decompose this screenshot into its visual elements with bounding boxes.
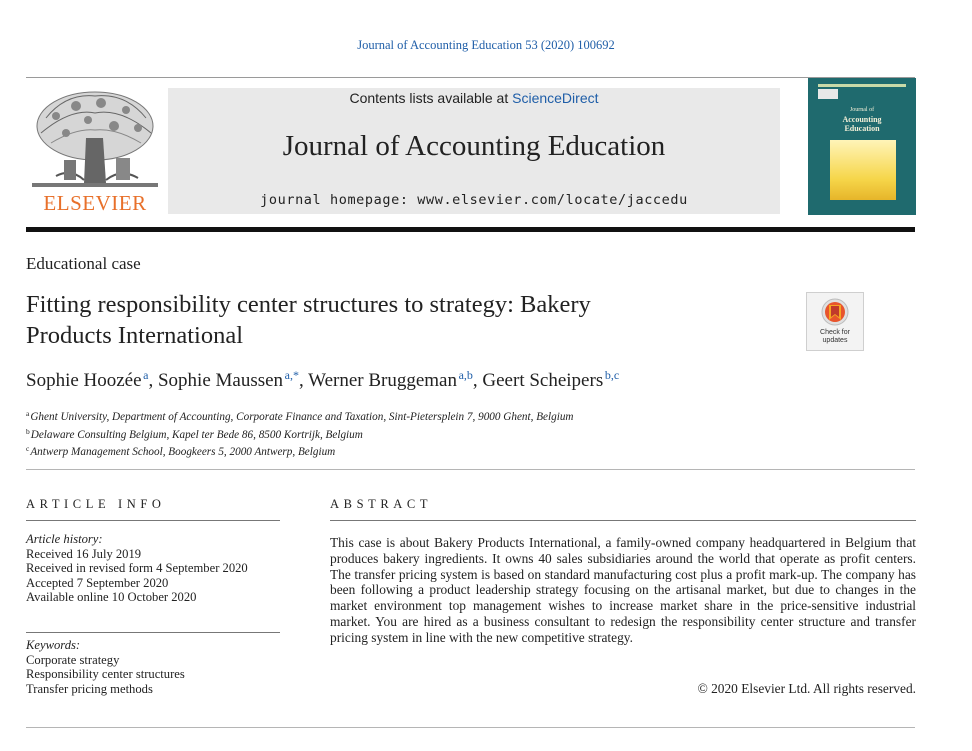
copyright-notice: © 2020 Elsevier Ltd. All rights reserved. [697,681,916,696]
author-name[interactable]: Geert Scheipers [482,370,604,391]
cover-title [812,106,912,133]
article-history-label: Article history: [26,532,103,546]
elsevier-logo[interactable] [26,88,164,216]
affiliation-marker: c [26,444,30,453]
contents-prefix: Contents lists available at [349,90,513,106]
sciencedirect-link[interactable]: ScienceDirect [512,90,599,106]
contents-line [168,90,780,106]
author-separator: , [298,370,309,391]
journal-citation-link[interactable]: Journal of Accounting Education 53 (2020) 100692 [357,38,615,52]
affiliation-text: Antwerp Management School, Boogkeers 5, 2000 Antwerp, Belgium [30,446,336,458]
journal-cover-image[interactable] [808,78,916,215]
check-updates-icon [820,297,850,327]
keyword-item: Transfer pricing methods [26,681,153,696]
article-info-heading: ARTICLE INFO [26,497,166,511]
keyword-item: Responsibility center structures [26,667,185,682]
affiliation-item [26,425,574,443]
cover-stripe [818,84,906,87]
footer-divider [26,727,915,728]
author-list [26,368,619,392]
abstract-rule [330,520,916,521]
article-title-line2: Products International [26,322,244,349]
article-history [26,532,248,605]
elsevier-wordmark: ELSEVIER [43,191,147,215]
elsevier-tree-icon [26,88,164,192]
journal-banner [168,88,780,214]
cover-title-line3: Education [844,124,880,133]
article-info-rule [26,520,280,521]
author-separator: , [472,370,483,391]
section-divider [26,469,915,470]
author-affiliation-link[interactable]: a,* [284,368,299,382]
check-updates-line2: updates [822,336,848,344]
author-name[interactable]: Sophie Maussen [157,370,284,391]
cover-artwork [830,140,896,200]
cover-logo-mark [818,89,838,99]
keywords-rule [26,632,280,633]
check-for-updates-button[interactable] [806,292,864,351]
keywords-label: Keywords: [26,638,81,652]
affiliation-text: Ghent University, Department of Accounting, Corporate Finance and Taxation, Sint-Pietersplein 7, 9000 Ghent, Belgium [30,411,574,423]
author-affiliation-link[interactable]: a,b [458,368,473,382]
history-item: Accepted 7 September 2020 [26,575,169,590]
author-name[interactable]: Werner Bruggeman [308,370,457,391]
affiliation-marker: b [26,426,30,436]
author-name[interactable]: Sophie Hoozée [26,370,142,391]
journal-homepage-link[interactable]: journal homepage: www.elsevier.com/locate/jaccedu [260,192,688,208]
affiliation-text: Delaware Consulting Belgium, Kapel ter Bede 86, 8500 Kortrijk, Belgium [30,428,363,441]
check-updates-label [807,329,863,344]
check-updates-line1: Check for [820,329,850,336]
abstract-text: This case is about Bakery Products International, a family-owned company headquartered in Belgium that produces bakery ingredients. It owns 40 sales subsidiaries around the world that operate as profit centers. The transfer pricing system is based on standard manufacturing cost plus a profit mark-up. The company has been following a product leadership strategy focusing on the artisanal market, but due to changes in the market environment top management wishes to increase market share in the price-sensitive industrial market. You are hired as a business consultant to redesign the responsibility center structure and transfer pricing system in line with the new competitive strategy. [330,535,916,645]
keywords [26,638,185,696]
abstract-heading: ABSTRACT [330,497,433,511]
affiliations [26,407,574,460]
affiliation-item [26,442,574,460]
article-section-label: Educational case [26,254,141,273]
history-item: Received in revised form 4 September 2020 [26,561,248,576]
author-separator: , [148,370,158,391]
history-item: Received 16 July 2019 [26,546,142,561]
cover-title-line2: Accounting [842,115,882,124]
cover-title-line1: Journal of [849,107,875,113]
header-divider [26,77,915,78]
keyword-item: Corporate strategy [26,652,120,667]
affiliation-item [26,407,574,425]
history-item: Available online 10 October 2020 [26,590,197,605]
author-affiliation-link[interactable]: b,c [604,368,620,382]
header-thick-rule [26,227,915,232]
journal-title: Journal of Accounting Education [282,130,666,162]
article-title-line1: Fitting responsibility center structures to strategy: Bakery [26,291,591,318]
author-affiliation-link[interactable]: a [143,368,149,382]
article-title [26,289,766,351]
affiliation-marker: a [26,409,30,418]
